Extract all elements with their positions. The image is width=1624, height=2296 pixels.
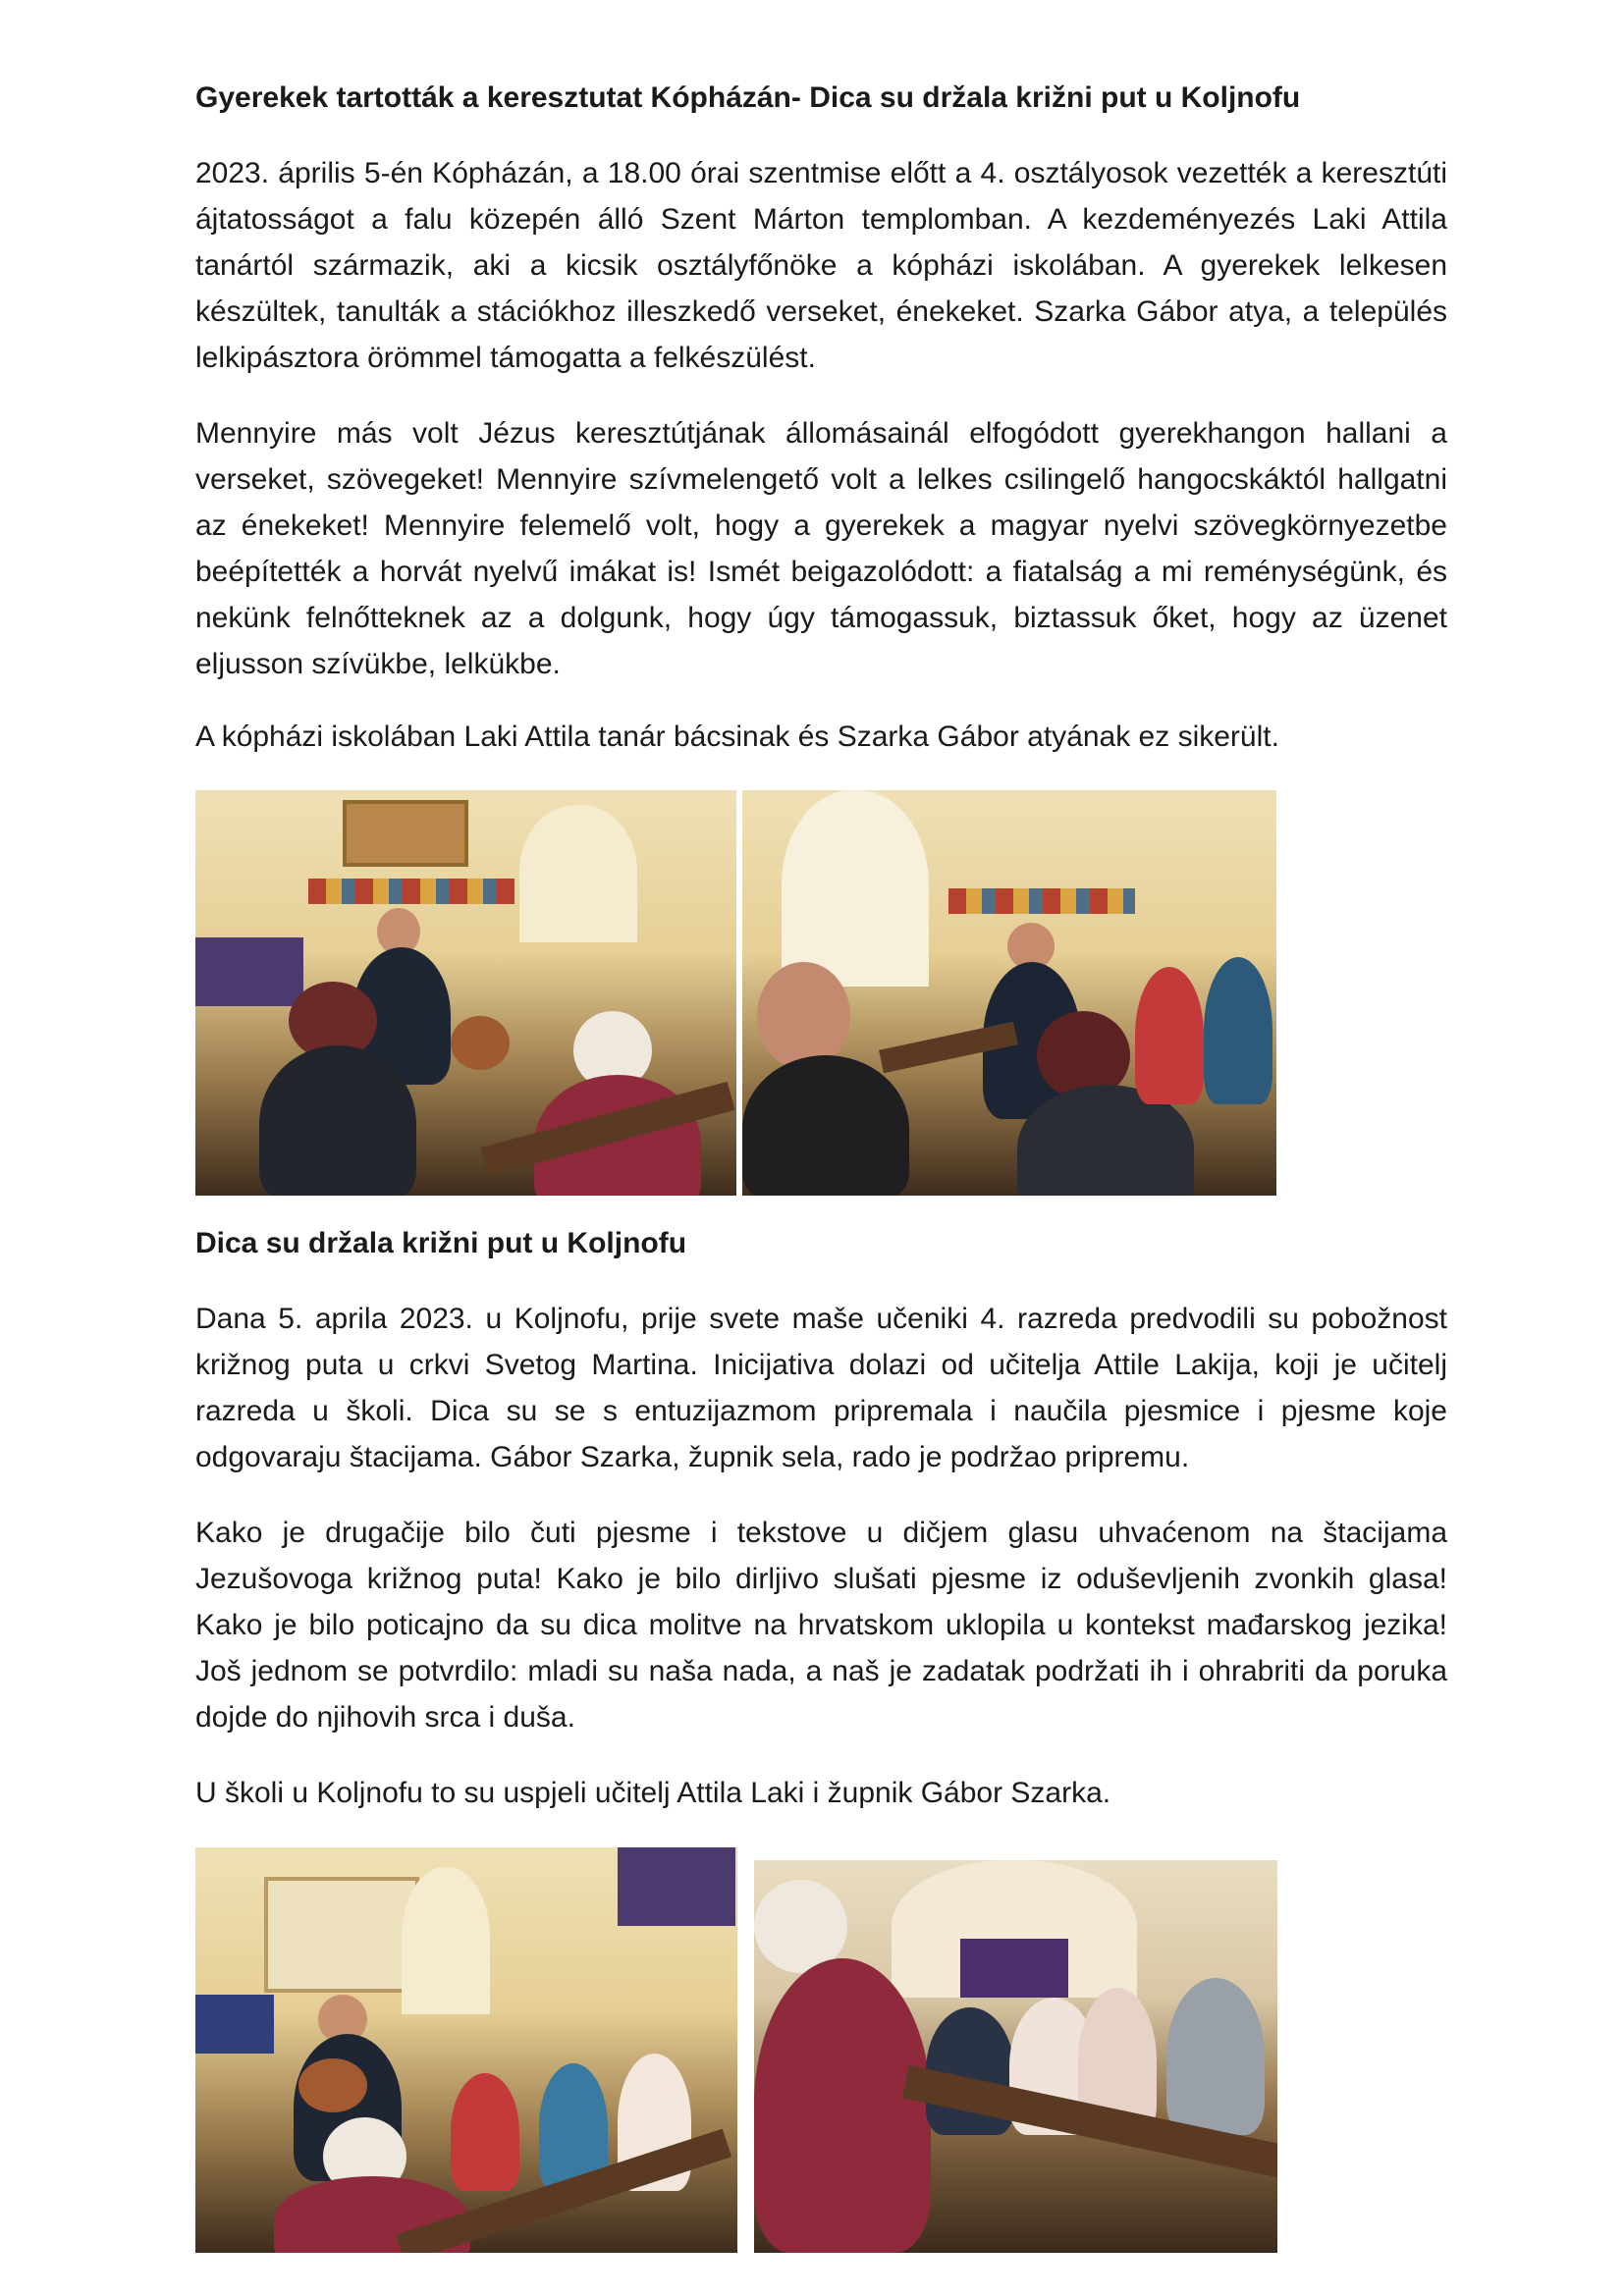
paragraph-hr-2: Kako je drugačije bilo čuti pjesme i tekstove u dičjem glasu uhvaćenom na štacijama Jezušovoga križnog puta! Kako je bilo dirljivo slušati pjesme iz oduševljenih zvonkih glasa! Kako je bilo poticajno da su dica molitve na hrvatskom uklopila u kontekst mađarskog jezika! Još jednom se potvrdilo: mladi su naša nada, a naš je zadatak podržati ih i ohrabriti da poruka dojde do njihovih srca i duša. <box>195 1517 1447 1734</box>
paragraph-hu-1: 2023. április 5-én Kópházán, a 18.00 órai szentmise előtt a 4. osztályosok vezették a keresztúti ájtatosságot a falu közepén álló Szent Márton templomban. A kezdeményezés Laki Attila tanártól származik, aki a kicsik osztályfőnöke a kópházi iskolában. A gyerekek lelkesen készültek, tanulták a stációkhoz illeszkedő verseket, énekeket. Szarka Gábor atya, a település lelkipásztora örömmel támogatta a felkészülést. <box>195 157 1447 374</box>
paragraph-hr-3: U školi u Koljnofu to su uspjeli učitelj Attila Laki i župnik Gábor Szarka. <box>195 1777 1111 1809</box>
article-title-hr: Dica su držala križni put u Koljnofu <box>195 1227 687 1259</box>
church-photo-4 <box>754 1860 1277 2253</box>
paragraph-hu-2: Mennyire más volt Jézus keresztútjának állomásainál elfogódott gyerekhangon hallani a verseket, szövegeket! Mennyire szívmelengető volt a lelkes csilingelő hangocskáktól hallgatni az énekeket! Mennyire felemelő volt, hogy a gyerekek a magyar nyelvi szövegkörnyezetbe beépítették a horvát nyelvű imákat is! Ismét beigazolódott: a fiatalság a mi reménységünk, és nekünk felnőtteknek az a dolgunk, hogy úgy támogassuk, biztassuk őket, hogy az üzenet eljusson szívükbe, lelkükbe. <box>195 417 1447 680</box>
church-photo-1 <box>195 790 736 1196</box>
paragraph-hr-1: Dana 5. aprila 2023. u Koljnofu, prije svete maše učeniki 4. razreda predvodili su pobožnost križnog puta u crkvi Svetog Martina. Inicijativa dolazi od učitelja Attile Lakija, koji je učitelj razreda u školi. Dica su se s entuzijazmom pripremala i naučila pjesmice i pjesme koje odgovaraju štacijama. Gábor Szarka, župnik sela, rado je podržao pripremu. <box>195 1303 1447 1473</box>
paragraph-hu-3: A kópházi iskolában Laki Attila tanár bácsinak és Szarka Gábor atyának ez sikerült. <box>195 721 1279 753</box>
church-photo-2 <box>742 790 1276 1196</box>
article-title-hu: Gyerekek tartották a keresztutat Kópházán- Dica su držala križni put u Koljnofu <box>195 81 1301 114</box>
church-photo-3 <box>195 1847 737 2253</box>
